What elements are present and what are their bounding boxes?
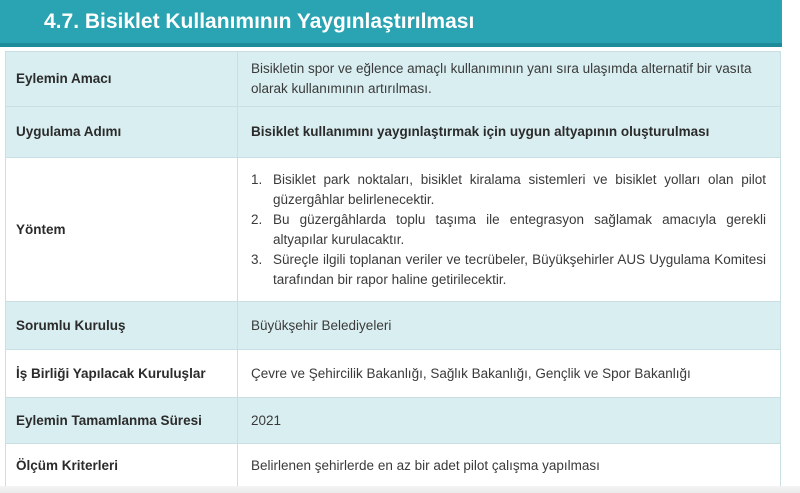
step-label: Uygulama Adımı — [6, 107, 238, 158]
cooperation-value: Çevre ve Şehircilik Bakanlığı, Sağlık Bakanlığı, Gençlik ve Spor Bakanlığı — [238, 350, 781, 398]
action-table — [5, 51, 781, 488]
responsible-label: Sorumlu Kuruluş — [6, 302, 238, 350]
list-item — [251, 170, 766, 210]
table-row-criteria — [6, 444, 781, 488]
step-text: Bisiklet park noktaları, bisiklet kiralama sistemleri ve bisiklet yolları olan pilot güzergâhlar belirlenecektir. — [273, 171, 766, 207]
criteria-label: Ölçüm Kriterleri — [6, 444, 238, 488]
criteria-value: Belirlenen şehirlerde en az bir adet pilot çalışma yapılması — [238, 444, 781, 488]
list-item — [251, 250, 766, 290]
responsible-value: Büyükşehir Belediyeleri — [238, 302, 781, 350]
table-row-duration — [6, 398, 781, 444]
table-row-cooperation — [6, 350, 781, 398]
purpose-value: Bisikletin spor ve eğlence amaçlı kullanımının yanı sıra ulaşımda alternatif bir vasıta olarak kullanımının artırılması. — [238, 52, 781, 107]
table-row-method — [6, 158, 781, 302]
step-number: 2. — [251, 211, 263, 227]
duration-label: Eylemin Tamamlanma Süresi — [6, 398, 238, 444]
step-text: Süreçle ilgili toplanan veriler ve tecrübeler, Büyükşehirler AUS Uygulama Komitesi tarafından bir rapor haline getirilecektir. — [273, 251, 766, 287]
section-title: 4.7. Bisiklet Kullanımının Yaygınlaştırılması — [44, 10, 475, 33]
cooperation-label: İş Birliği Yapılacak Kuruluşlar — [6, 350, 238, 398]
table-row-purpose — [6, 52, 781, 107]
step-number: 1. — [251, 171, 263, 187]
step-number: 3. — [251, 251, 263, 267]
duration-value: 2021 — [238, 398, 781, 444]
method-steps-list — [251, 170, 766, 290]
step-text: Bu güzergâhlarda toplu taşıma ile entegrasyon sağlamak amacıyla gerekli altyapılar kurulacaktır. — [273, 211, 766, 247]
method-value — [238, 158, 781, 302]
section-header — [0, 0, 782, 47]
step-value: Bisiklet kullanımını yaygınlaştırmak için uygun altyapının oluşturulması — [238, 107, 781, 158]
page-bottom-edge — [0, 486, 800, 493]
list-item — [251, 210, 766, 250]
table-row-responsible — [6, 302, 781, 350]
method-label: Yöntem — [6, 158, 238, 302]
purpose-label: Eylemin Amacı — [6, 52, 238, 107]
table-row-step — [6, 107, 781, 158]
